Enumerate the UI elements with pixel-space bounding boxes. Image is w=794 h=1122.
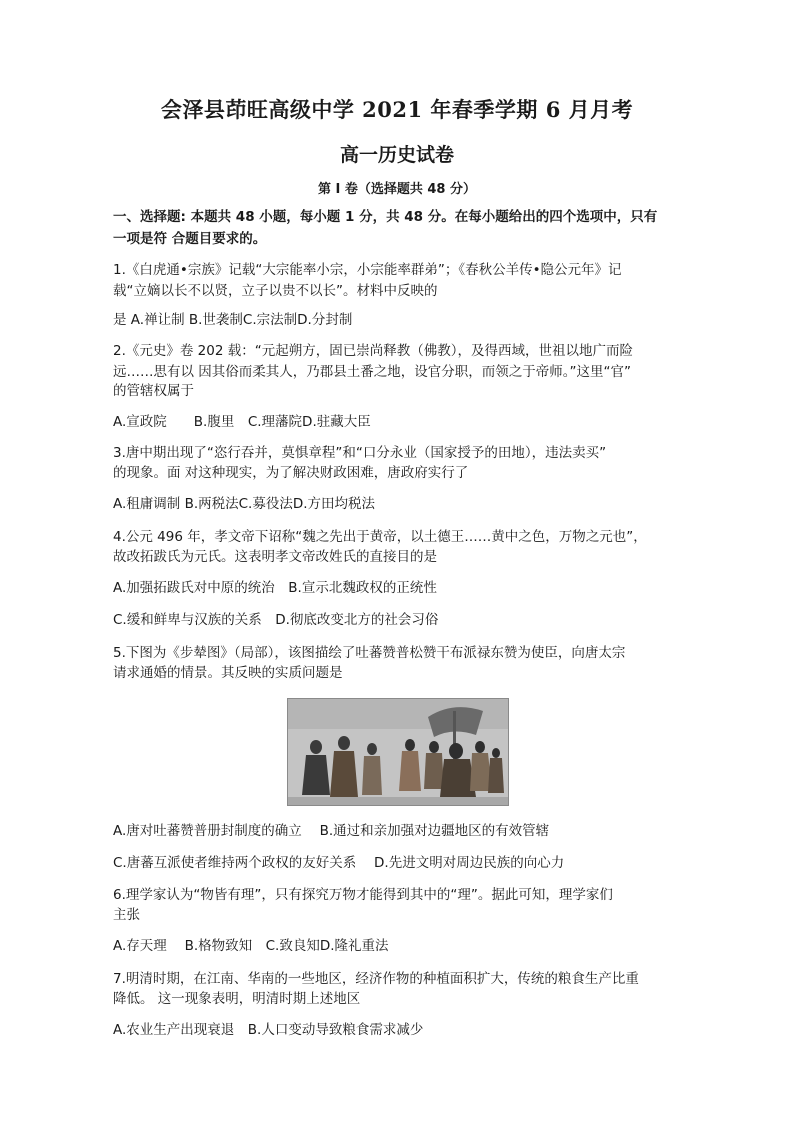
q3-options: A.租庸调制 B.两税法C.募役法D.方田均税法 — [113, 496, 376, 512]
q6-stem-line-2: 主张 — [113, 907, 140, 923]
q5-stem-line-1: 5.下图为《步辇图》（局部），该图描绘了吐蕃赞普松赞干布派禄东赞为使臣，向唐太宗 — [113, 645, 626, 661]
q2-stem-line-3: 的管辖权属于 — [113, 383, 194, 399]
q3-stem-line-2: 的现象。面 对这种现实，为了解决财政困难，唐政府实行了 — [113, 465, 469, 481]
q1-options: 是 A.禅让制 B.世袭制C.宗法制D.分封制 — [113, 312, 353, 328]
q1-stem-line-2: 载“立嫡以长不以贤，立子以贵不以长”。材料中反映的 — [113, 283, 438, 299]
q2-stem-line-1: 2.《元史》卷 202 载：“元起朔方，固已崇尚释教（佛教），及得西域，世祖以地广而险 — [113, 343, 633, 359]
bunian-painting-image — [287, 698, 509, 806]
q2-stem-line-2: 远……思有以 因其俗而柔其人，乃郡县土番之地，设官分职，而领之于帝师。”这里“官” — [113, 364, 632, 380]
q3-stem-line-1: 3.唐中期出现了“恣行吞并，莫惧章程”和“口分永业（国家授予的田地），违法卖买” — [113, 445, 607, 461]
q1-stem-line-1: 1.《白虎通•宗族》记载“大宗能率小宗，小宗能率群弟”；《春秋公羊传•隐公元年》记 — [113, 262, 622, 278]
q4-stem-line-1: 4.公元 496 年，孝文帝下诏称“魏之先出于黄帝，以土德王……黄中之色，万物之元也”， — [113, 529, 647, 545]
q5-options-line-1: A.唐对吐蕃赞普册封制度的确立 B.通过和亲加强对边疆地区的有效管辖 — [113, 823, 550, 839]
q4-options-line-1: A.加强拓跋氏对中原的统治 B.宣示北魏政权的正统性 — [113, 580, 437, 596]
q7-stem-line-2: 降低。 这一现象表明，明清时期上述地区 — [113, 991, 361, 1007]
q5-options-line-2: C.唐蕃互派使者维持两个政权的友好关系 D.先进文明对周边民族的向心力 — [113, 855, 565, 871]
q4-options-line-2: C.缓和鲜卑与汉族的关系 D.彻底改变北方的社会习俗 — [113, 612, 439, 628]
instructions-line-1: 一、选择题: 本题共 48 小题，每小题 1 分，共 48 分。在每小题给出的四个选项中，只有 — [113, 209, 658, 225]
instructions-line-2: 一项是符 合题目要求的。 — [113, 231, 267, 247]
q4-stem-line-2: 故改拓跋氏为元氏。这表明孝文帝改姓氏的直接目的是 — [113, 549, 437, 565]
q2-options: A.宣政院 B.腹里 C.理藩院D.驻藏大臣 — [113, 414, 371, 430]
q6-stem-line-1: 6.理学家认为“物皆有理”，只有探究万物才能得到其中的“理”。据此可知，理学家们 — [113, 887, 613, 903]
q6-options: A.存天理 B.格物致知 C.致良知D.隆礼重法 — [113, 938, 389, 954]
q5-stem-line-2: 请求通婚的情景。其反映的实质问题是 — [113, 665, 343, 681]
q7-options: A.农业生产出现衰退 B.人口变动导致粮食需求减少 — [113, 1022, 424, 1038]
bunian-painting-illustration — [288, 699, 508, 805]
volume-heading: 第 I 卷（选择题共 48 分） — [317, 182, 477, 197]
exam-subtitle: 高一历史试卷 — [339, 144, 454, 166]
exam-title: 会泽县茚旺高级中学 2021 年春季学期 6 月月考 — [160, 97, 634, 122]
q7-stem-line-1: 7.明清时期，在江南、华南的一些地区，经济作物的种植面积扩大，传统的粮食生产比重 — [113, 971, 639, 987]
